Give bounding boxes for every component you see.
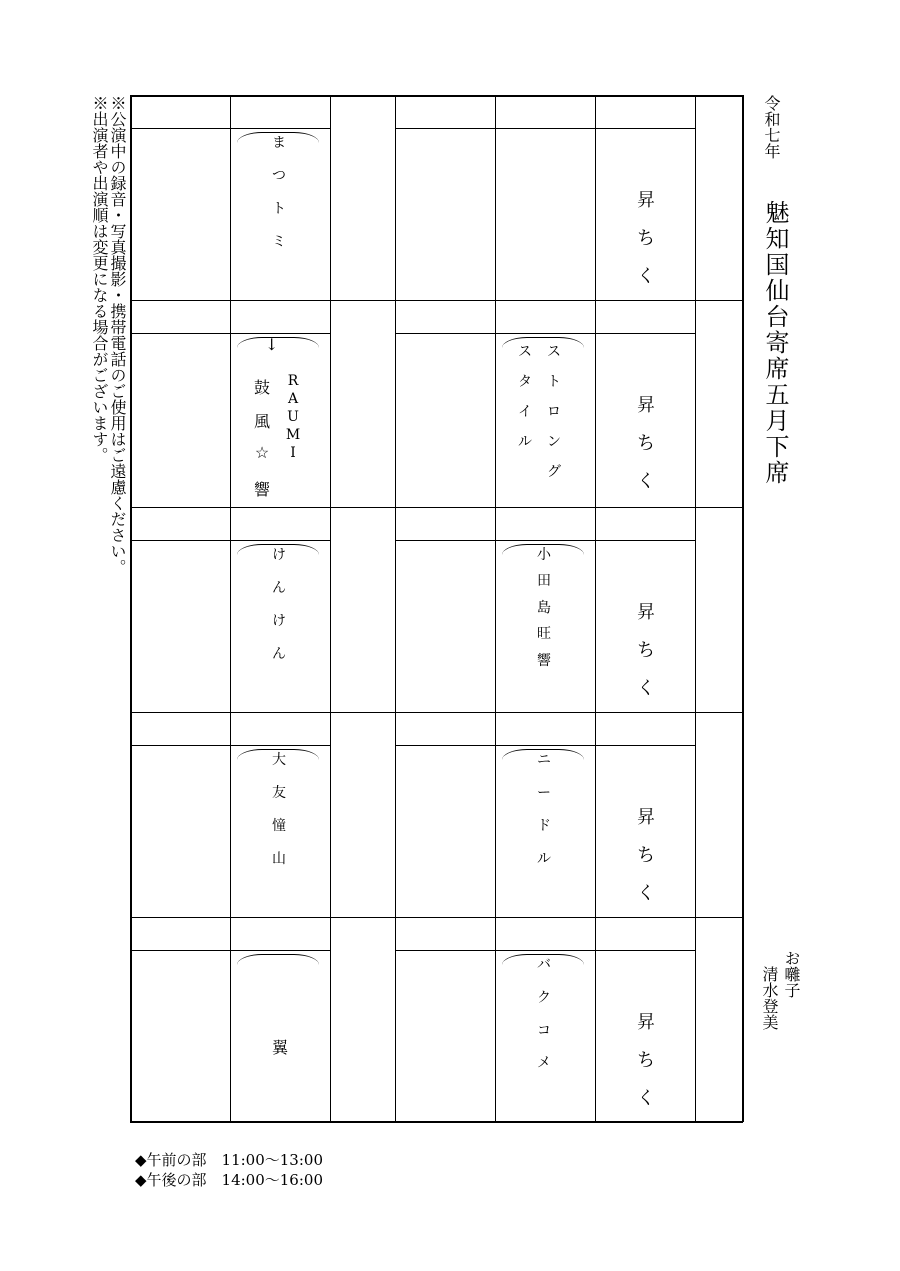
grid-line xyxy=(595,95,596,1121)
grid-line xyxy=(330,95,331,1121)
note-1: ※公演中の録音・写真撮影・携帯電話のご使用はご遠慮ください。 xyxy=(108,95,127,575)
page-title: 魅知国仙台寄席五月下席 xyxy=(761,200,789,486)
grid-line xyxy=(130,128,330,129)
grid-line xyxy=(395,950,695,951)
note-2: ※出演者や出演順は変更になる場合がございます。 xyxy=(90,95,109,463)
grid-line xyxy=(395,128,695,129)
grid-line xyxy=(742,95,744,1122)
schedule xyxy=(135,1150,323,1190)
grid-line xyxy=(130,95,743,97)
grid-line xyxy=(130,950,330,951)
era-label: 令和七年 xyxy=(762,95,781,159)
grid-line xyxy=(230,95,231,1121)
morning-session: ◆午前の部 11:00〜13:00 xyxy=(135,1151,323,1169)
grid-line xyxy=(130,333,330,334)
grid-line xyxy=(130,1121,743,1123)
grid-line xyxy=(395,95,396,1121)
hayashi-credit: お囃子 清水登美 xyxy=(760,950,801,1030)
notes xyxy=(90,95,126,695)
grid-line xyxy=(130,540,330,541)
grid-line xyxy=(130,300,743,301)
bracket-arc xyxy=(502,337,584,348)
grid-line xyxy=(130,745,330,746)
grid-line xyxy=(695,95,696,1121)
grid-line xyxy=(395,540,695,541)
grid-line xyxy=(130,712,743,713)
grid-line xyxy=(130,95,132,1121)
grid-line xyxy=(495,95,496,1121)
afternoon-session: ◆午後の部 14:00〜16:00 xyxy=(135,1171,323,1189)
grid-line xyxy=(395,333,695,334)
grid-line xyxy=(395,745,695,746)
grid-line xyxy=(130,507,743,508)
bracket-arc xyxy=(237,954,319,965)
grid-line xyxy=(130,917,743,918)
